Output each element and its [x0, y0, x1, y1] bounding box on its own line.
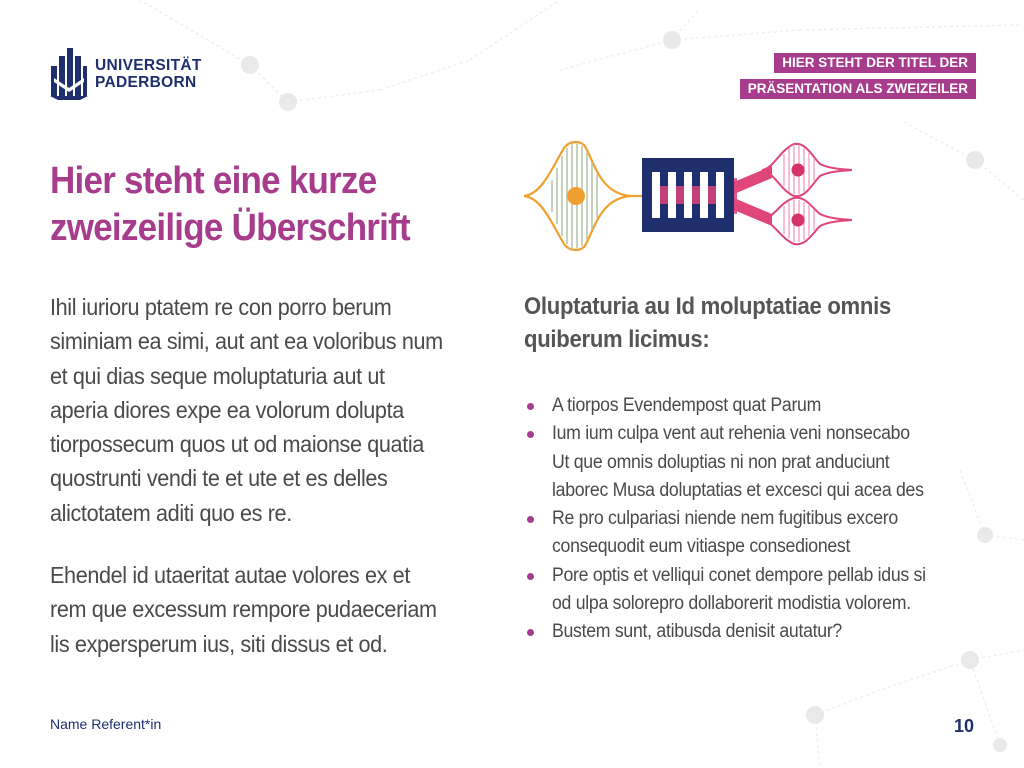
heading-line1: Oluptaturia au Id moluptatiae omnis	[524, 293, 891, 320]
bullet-dot-icon	[527, 516, 534, 523]
page-number: 10	[953, 716, 974, 736]
signal-filter-illustration-icon	[522, 138, 854, 254]
left-text-column	[50, 290, 500, 689]
paragraph-line: rem que excessum rempore pudaeceriam	[50, 596, 437, 623]
heading-line2: quiberum licimus:	[524, 326, 710, 353]
list-item	[524, 392, 984, 420]
bullet-dot-icon	[527, 403, 534, 410]
list-item	[524, 420, 984, 505]
bullet-text	[552, 420, 924, 505]
bullet-text	[552, 562, 926, 619]
bullet-line: od ulpa solorepro dollaborerit modistia volorem.	[552, 593, 911, 615]
paragraph-line: Ihil iurioru ptatem re con porro berum	[50, 294, 392, 320]
paragraph-line: lis expersperum ius, siti dissus et od.	[50, 630, 388, 657]
bullet-dot-icon	[527, 573, 534, 580]
paragraph-line: siminiam ea simi, aut ant ea voloribus num	[50, 328, 443, 355]
paragraph-line: tiorpossecum quos ut od maionse quatia	[50, 431, 424, 458]
paragraph-line: Ehendel id utaeritat autae volores ex et	[50, 562, 410, 589]
presentation-title-line1: HIER STEHT DER TITEL DER	[774, 53, 976, 73]
right-column-heading	[524, 290, 947, 356]
bullet-list	[524, 392, 984, 647]
paragraph-line: aperia diores expe ea volorum dolupta	[50, 396, 404, 423]
list-item	[524, 618, 984, 646]
bullet-text	[552, 392, 821, 420]
slide-headline	[50, 158, 455, 252]
paragraph-line: quostrunti vendi te et ute et es delles	[50, 465, 388, 492]
bullet-line: Ut que omnis doluptias ni non prat anduciunt	[552, 451, 890, 473]
paragraph-1	[50, 290, 473, 530]
bullet-line: Bustem sunt, atibusda denisit autatur?	[552, 621, 842, 643]
university-logo[interactable]	[50, 48, 202, 100]
list-item	[524, 505, 984, 562]
presentation-title-line2: PRÄSENTATION ALS ZWEIZEILER	[740, 79, 976, 99]
bullet-line: consequodit eum vitiaspe consedionest	[552, 536, 851, 558]
paragraph-line: alictotatem aditi quo es re.	[50, 499, 292, 526]
headline-line1: Hier steht eine kurze	[50, 160, 377, 202]
bullet-line: A tiorpos Evendempost quat Parum	[552, 395, 822, 416]
paragraph-line: et qui dias seque moluptaturia aut ut	[50, 362, 385, 389]
logo-line2: PADERBORN	[95, 74, 197, 91]
bullet-dot-icon	[527, 629, 534, 636]
bullet-line: Re pro culpariasi niende nem fugitibus excero	[552, 508, 898, 530]
university-logo-icon	[50, 48, 88, 100]
bullet-dot-icon	[527, 431, 534, 438]
logo-line1: UNIVERSITÄT	[95, 57, 202, 74]
presenter-name: Name Referent*in	[50, 716, 162, 732]
bullet-line: Pore optis et velliqui conet dempore pellab idus si	[552, 564, 926, 586]
list-item	[524, 562, 984, 619]
bullet-line: laborec Musa doluptatias et excesci qui acea des	[552, 479, 924, 501]
university-wordmark	[95, 57, 202, 91]
paragraph-2	[50, 558, 473, 661]
headline-line2: zweizeilige Überschrift	[50, 207, 410, 249]
bullet-text	[552, 505, 898, 562]
bullet-text	[552, 618, 842, 646]
bullet-line: Ium ium culpa vent aut rehenia veni nonsecabo	[552, 423, 910, 445]
